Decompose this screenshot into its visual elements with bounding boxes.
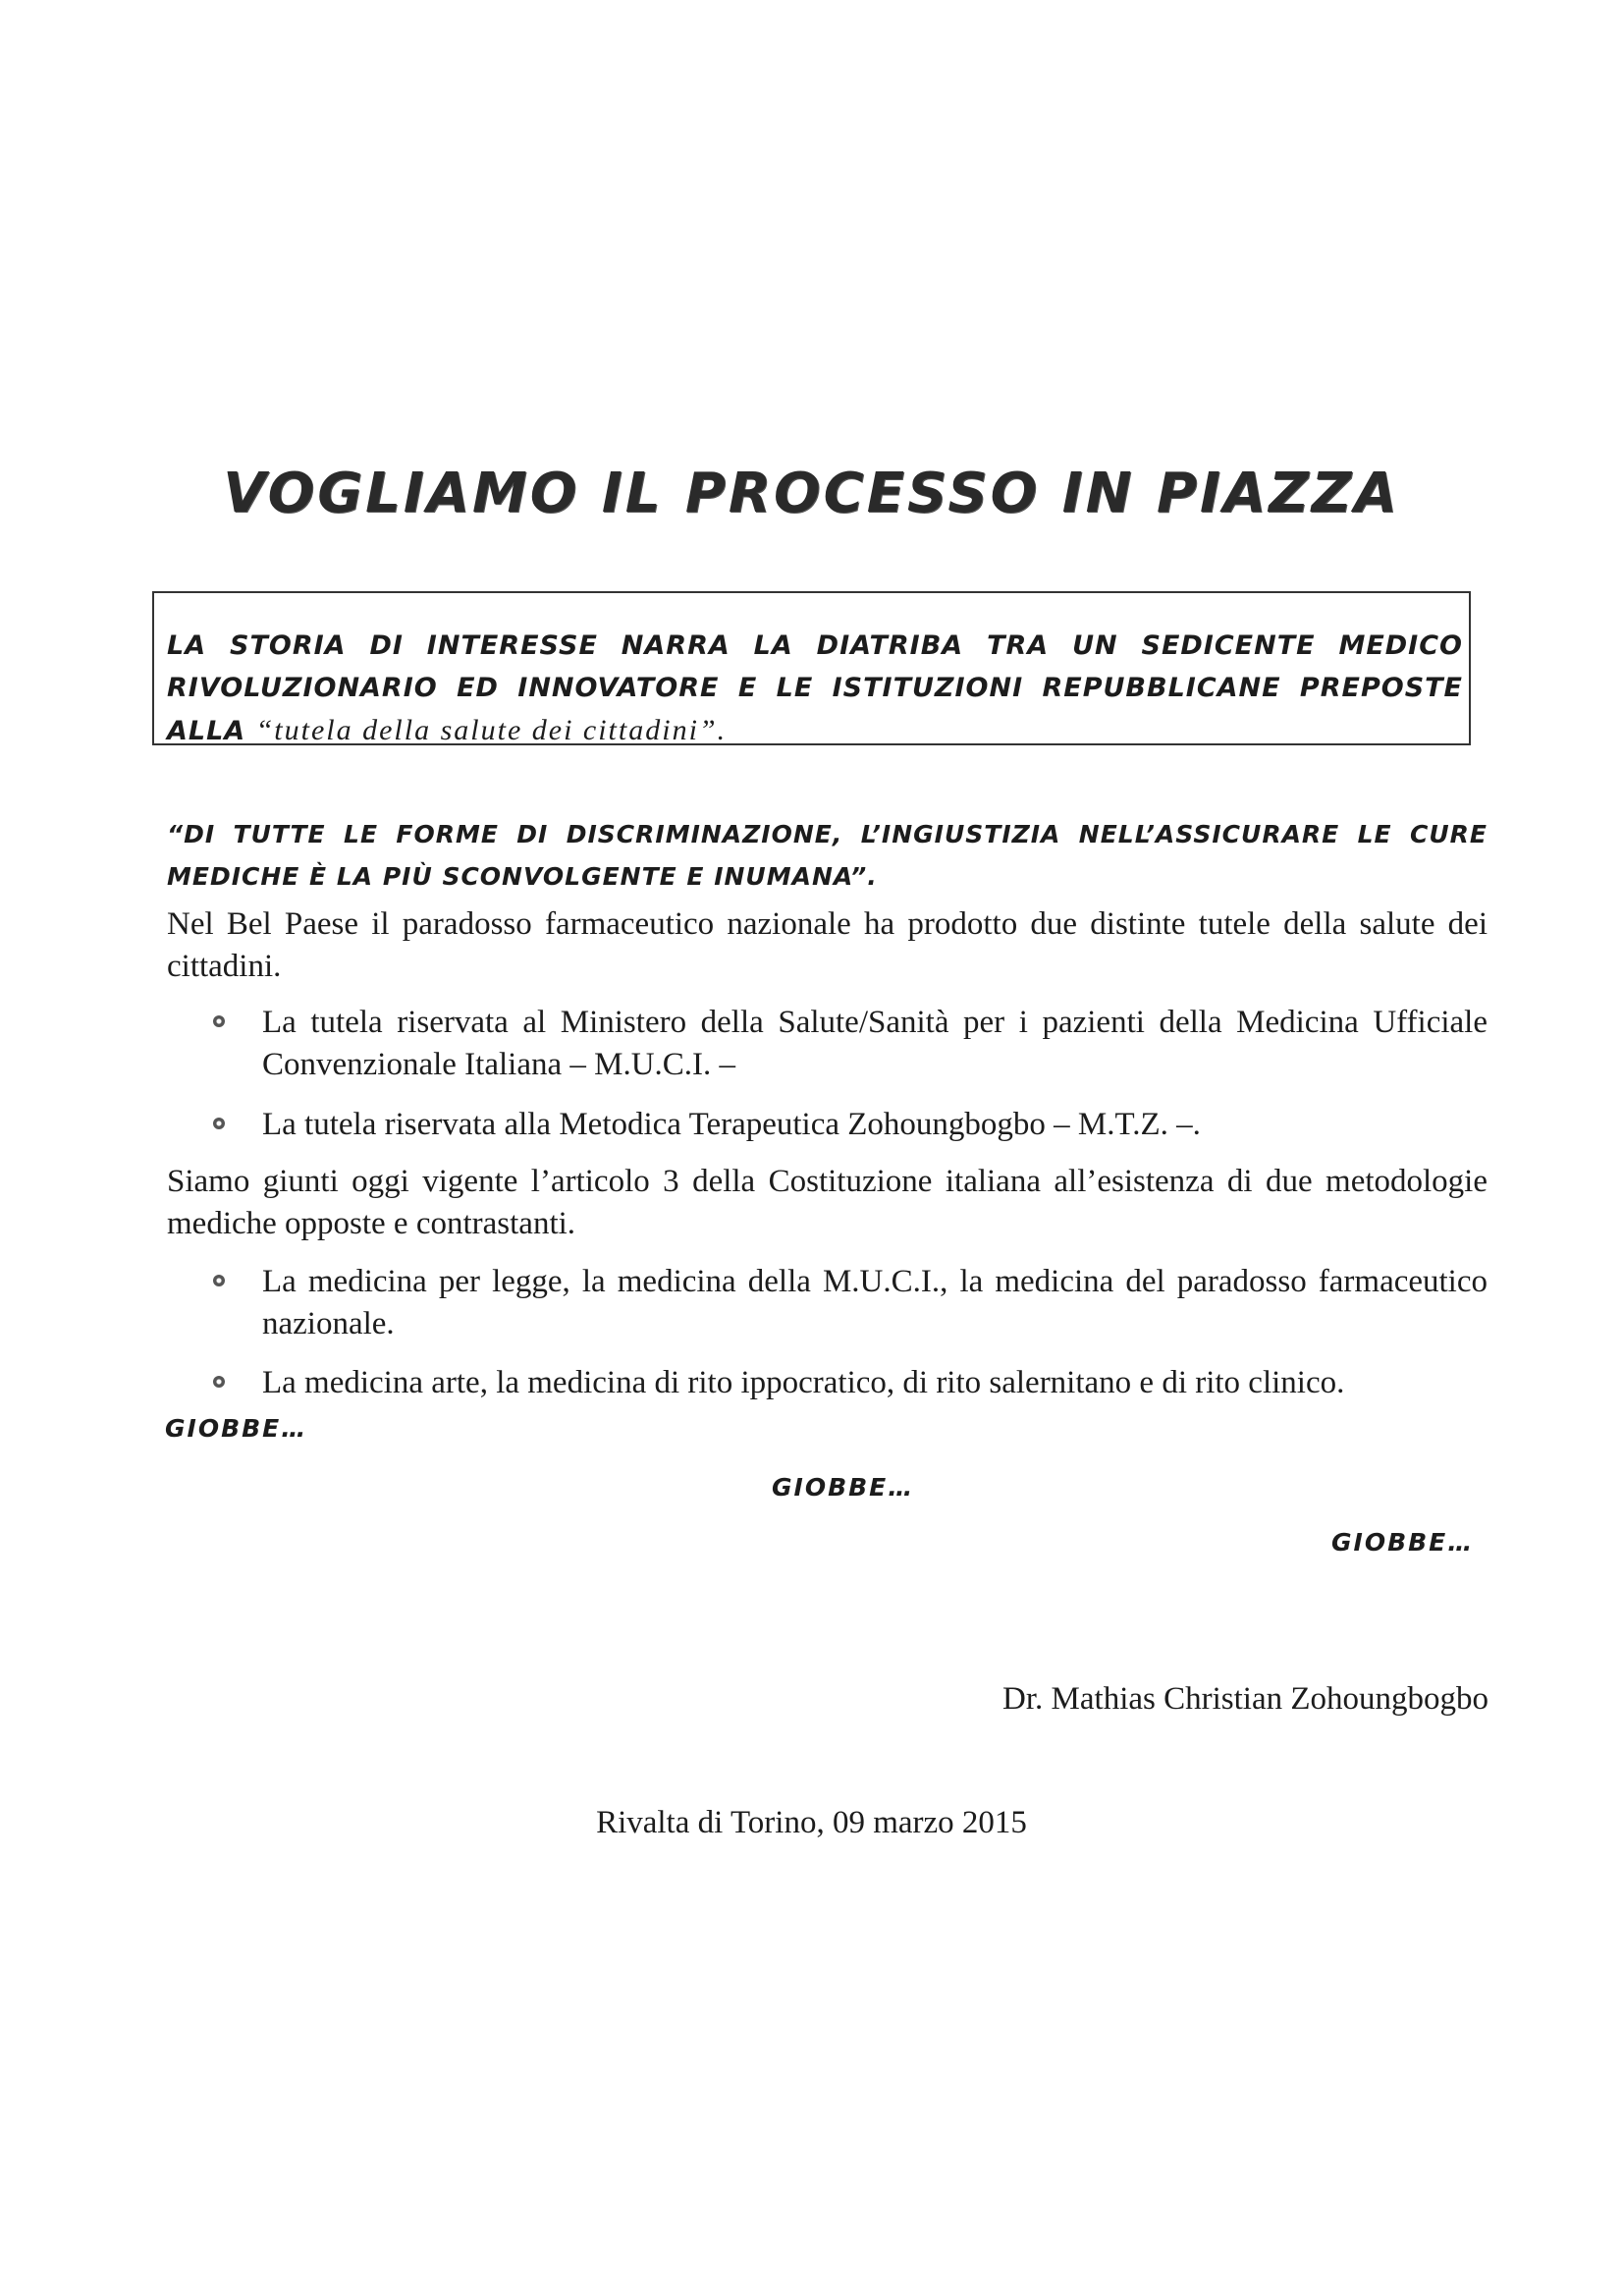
bullet-dot-icon bbox=[213, 1275, 225, 1286]
bullet-dot-icon bbox=[213, 1015, 225, 1027]
signature: Dr. Mathias Christian Zohoungbogbo bbox=[1002, 1681, 1488, 1717]
giobbe-3: GIOBBE… bbox=[1331, 1528, 1475, 1557]
giobbe-1: GIOBBE… bbox=[165, 1414, 308, 1443]
bullet-text: La medicina arte, la medicina di rito ippocratico, di rito salernitano e di rito clinico. bbox=[262, 1365, 1345, 1400]
paragraph-1: Nel Bel Paese il paradosso farmaceutico nazionale ha prodotto due distinte tutele della salute dei cittadini. bbox=[167, 906, 1488, 984]
paragraph-2: Siamo giunti oggi vigente l’articolo 3 della Costituzione italiana all’esistenza di due metodologie mediche opposte e contrastanti. bbox=[167, 1164, 1488, 1241]
intro-text bbox=[167, 625, 1463, 752]
bullet-text: La tutela riservata al Ministero della Salute/Sanità per i pazienti della Medicina Ufficiale Convenzionale Italiana – M.U.C.I. – bbox=[262, 1005, 1488, 1082]
bullet-dot-icon bbox=[213, 1118, 225, 1129]
bullet-item bbox=[206, 1002, 1488, 1086]
bullet-item bbox=[206, 1104, 1488, 1146]
bullet-item bbox=[206, 1362, 1488, 1404]
bullet-dot-icon bbox=[213, 1376, 225, 1388]
bullet-item bbox=[206, 1261, 1488, 1345]
bullet-text: La tutela riservata alla Metodica Terapeutica Zohoungbogbo – M.T.Z. –. bbox=[262, 1107, 1201, 1142]
bullet-text: La medicina per legge, la medicina della M.U.C.I., la medicina del paradosso farmaceutico nazionale. bbox=[262, 1264, 1488, 1341]
quote: “DI TUTTE LE FORME DI DISCRIMINAZIONE, L’INGIUSTIZIA NELL’ASSICURARE LE CURE MEDICHE È LA PIÙ SCONVOLGENTE E INUMANA”. bbox=[167, 820, 1488, 891]
dateline: Rivalta di Torino, 09 marzo 2015 bbox=[596, 1805, 1027, 1840]
intro-quote: “tutela della salute dei cittadini”. bbox=[255, 714, 728, 746]
intro-text-caps: LA STORIA DI INTERESSE NARRA LA DIATRIBA TRA UN SEDICENTE MEDICO RIVOLUZIONARIO ED INNOVATORE E LE ISTITUZIONI REPUBBLICANE PREPOSTE ALLA bbox=[167, 630, 1463, 746]
giobbe-2: GIOBBE… bbox=[772, 1473, 915, 1502]
page-title: VOGLIAMO IL PROCESSO IN PIAZZA bbox=[223, 462, 1400, 525]
